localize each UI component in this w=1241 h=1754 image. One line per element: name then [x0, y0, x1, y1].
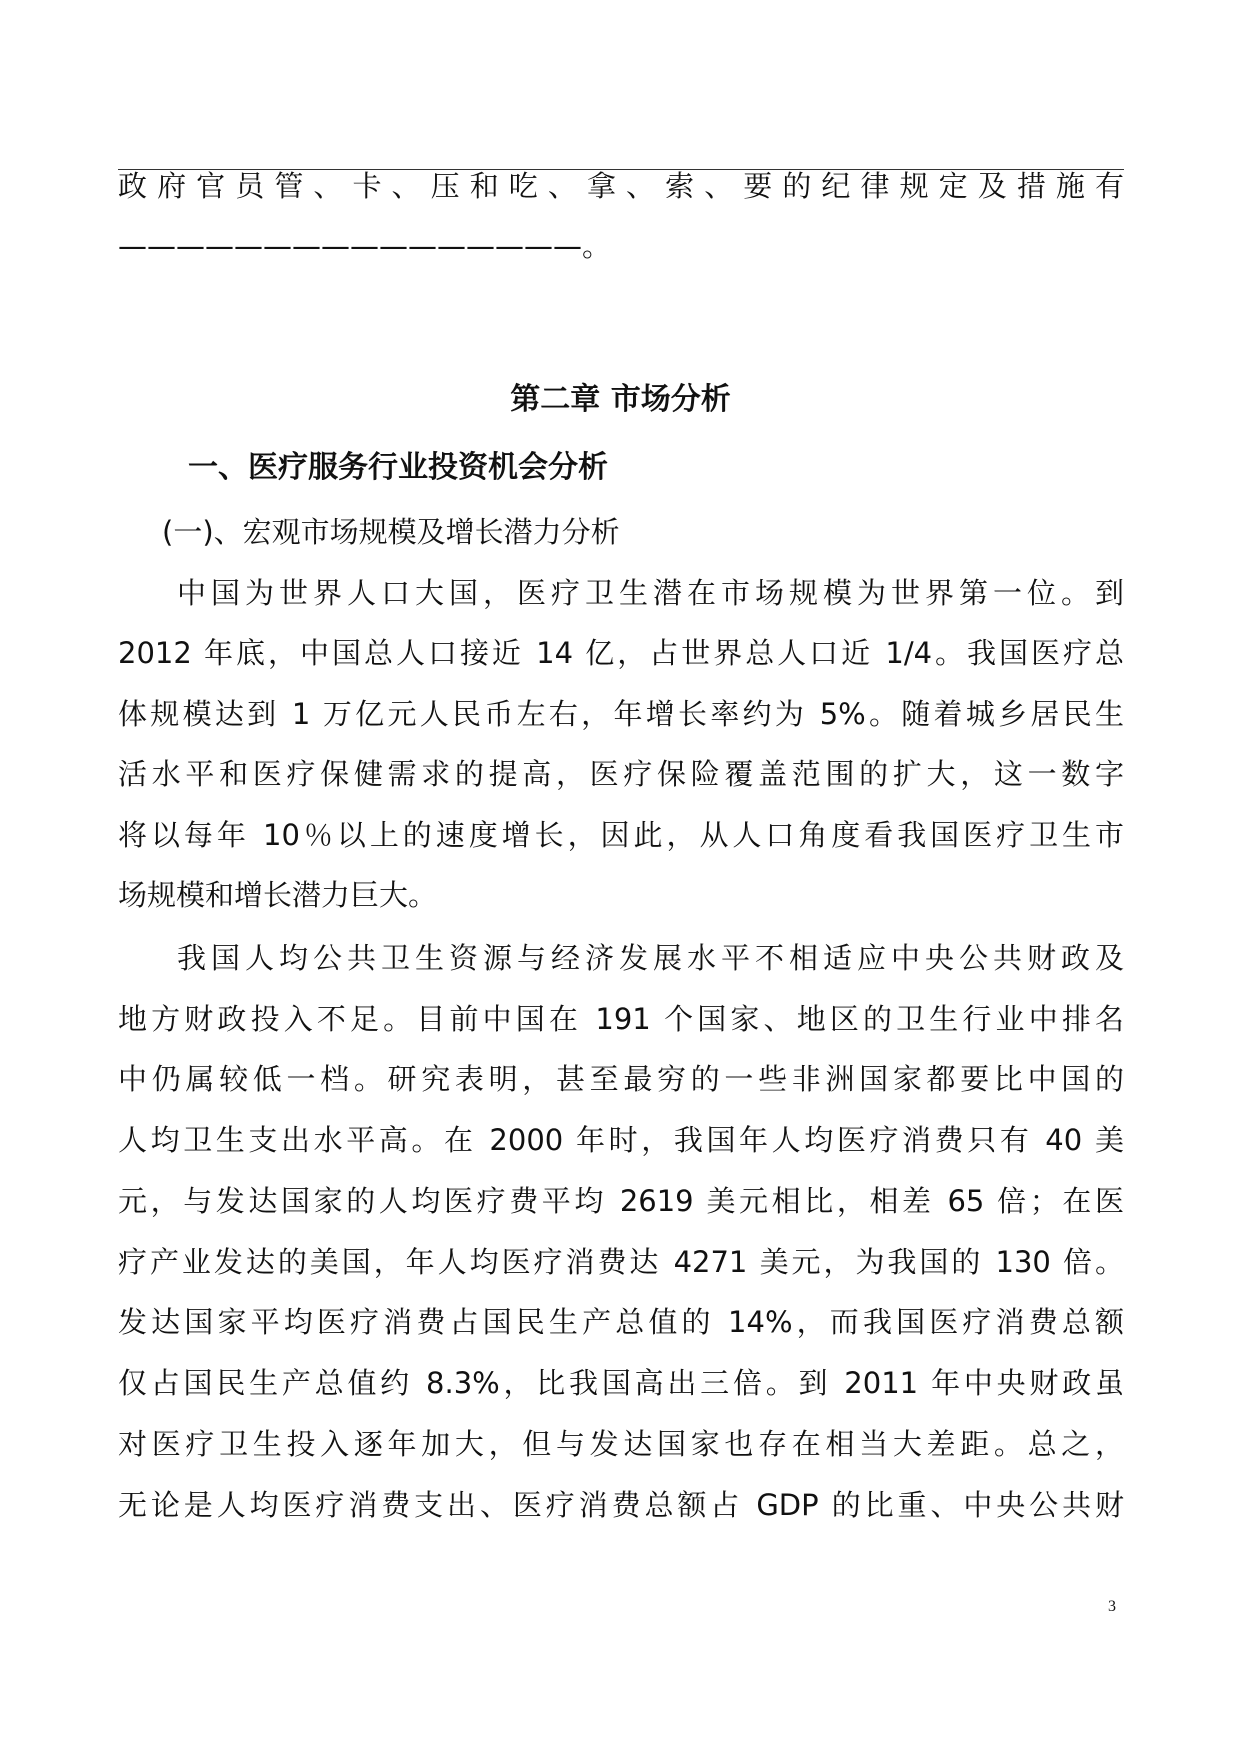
paragraph1-line: 2012 年底，中国总人口接近 14 亿，占世界总人口近 1/4。我国医疗总 — [118, 636, 1124, 670]
paragraph2-line: 中仍属较低一档。研究表明，甚至最穷的一些非洲国家都要比中国的 — [118, 1062, 1124, 1096]
continuation-line-2: ————————————————。 — [118, 229, 612, 263]
paragraph1-line: 中国为世界人口大国，医疗卫生潜在市场规模为世界第一位。到 — [177, 576, 1124, 610]
continuation-line-1: 政府官员管、卡、压和吃、拿、索、要的纪律规定及措施有 — [118, 169, 1124, 203]
chapter-title: 第二章 市场分析 — [510, 382, 731, 417]
paragraph1-line: 体规模达到 1 万亿元人民币左右，年增长率约为 5%。随着城乡居民生 — [118, 697, 1124, 731]
page-number: 3 — [1108, 1598, 1116, 1615]
paragraph2-line: 人均卫生支出水平高。在 2000 年时，我国年人均医疗消费只有 40 美 — [118, 1123, 1124, 1157]
paragraph2-line: 对医疗卫生投入逐年加大，但与发达国家也存在相当大差距。总之， — [118, 1427, 1124, 1461]
paragraph2-line: 仅占国民生产总值约 8.3%，比我国高出三倍。到 2011 年中央财政虽 — [118, 1366, 1124, 1400]
subsection-title: (一)、宏观市场规模及增长潜力分析 — [162, 515, 620, 549]
paragraph1-line: 活水平和医疗保健需求的提高，医疗保险覆盖范围的扩大，这一数字 — [118, 757, 1124, 791]
paragraph1-line: 将以每年 10％以上的速度增长，因此，从人口角度看我国医疗卫生市 — [118, 818, 1124, 852]
paragraph2-line: 无论是人均医疗消费支出、医疗消费总额占 GDP 的比重、中央公共财 — [118, 1488, 1124, 1522]
section-title: 一、医疗服务行业投资机会分析 — [188, 450, 608, 485]
paragraph2-line: 元，与发达国家的人均医疗费平均 2619 美元相比，相差 65 倍；在医 — [118, 1184, 1124, 1218]
paragraph2-line: 地方财政投入不足。目前中国在 191 个国家、地区的卫生行业中排名 — [118, 1002, 1124, 1036]
paragraph2-line: 发达国家平均医疗消费占国民生产总值的 14%，而我国医疗消费总额 — [118, 1305, 1124, 1339]
paragraph1-line: 场规模和增长潜力巨大。 — [118, 878, 438, 912]
paragraph2-line: 我国人均公共卫生资源与经济发展水平不相适应中央公共财政及 — [177, 941, 1124, 975]
paragraph2-line: 疗产业发达的美国，年人均医疗消费达 4271 美元，为我国的 130 倍。 — [118, 1245, 1124, 1279]
